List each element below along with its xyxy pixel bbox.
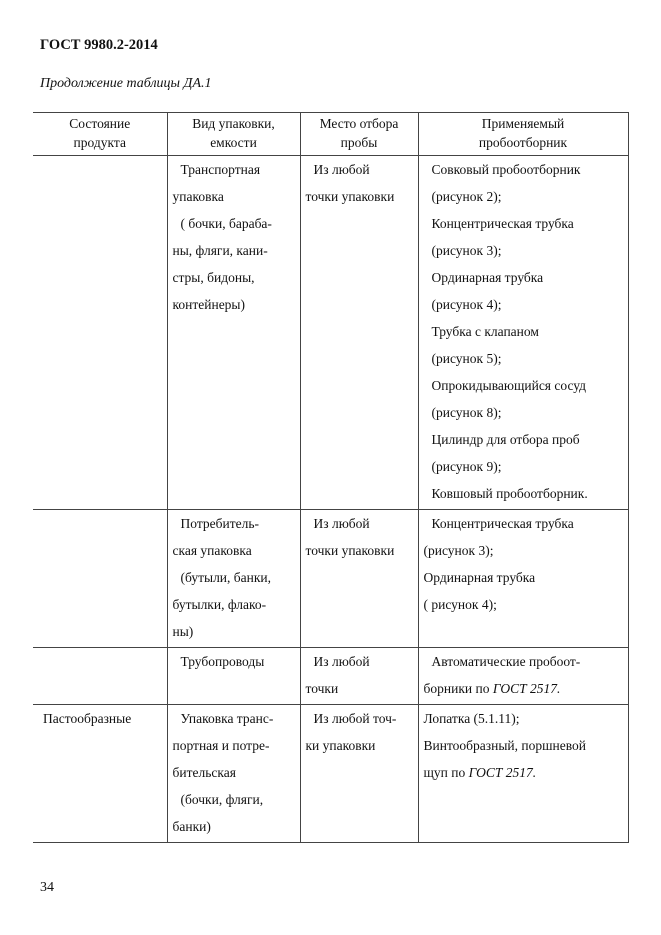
cell-package bbox=[167, 156, 300, 510]
cell-state bbox=[33, 156, 167, 510]
cell-line: ( бочки, бараба- bbox=[180, 216, 272, 231]
cell-line bbox=[424, 675, 625, 702]
cell-line: Ординарная трубка bbox=[423, 570, 536, 585]
cell-line: точки упаковки bbox=[305, 189, 395, 204]
page-number: 34 bbox=[40, 880, 54, 895]
cell-text: борники по bbox=[423, 681, 493, 696]
cell-line: Лопатка (5.1.11); bbox=[423, 711, 520, 726]
cell-line: (рисунок 5); bbox=[431, 351, 502, 366]
header-line: пробы bbox=[340, 135, 378, 150]
cell-line: ны, фляги, кани- bbox=[172, 243, 268, 258]
sampling-table bbox=[33, 112, 629, 843]
standard-designation: ГОСТ 9980.2-2014 bbox=[40, 37, 158, 53]
cell-line: Цилиндр для отбора проб bbox=[431, 432, 580, 447]
cell-line: бительская bbox=[172, 765, 236, 780]
standard-reference: ГОСТ 2517. bbox=[468, 765, 537, 780]
cell-line: Опрокидывающийся сосуд bbox=[431, 378, 587, 393]
cell-line: ки упаковки bbox=[305, 738, 376, 753]
header-line: Применяемый bbox=[481, 116, 565, 131]
cell-line: (рисунок 3); bbox=[423, 543, 494, 558]
table-header-row bbox=[33, 113, 628, 156]
header-line: продукта bbox=[73, 135, 126, 150]
cell-line: (бутыли, банки, bbox=[180, 570, 272, 585]
cell-line: (рисунок 4); bbox=[431, 297, 502, 312]
cell-state bbox=[33, 510, 167, 648]
column-header-state bbox=[33, 113, 167, 156]
column-header-place bbox=[300, 113, 418, 156]
header-line: Вид упаковки, bbox=[192, 116, 275, 131]
cell-line: Концентрическая трубка bbox=[431, 516, 574, 531]
cell-line: Из любой точ- bbox=[313, 711, 397, 726]
cell-line: Потребитель- bbox=[180, 516, 260, 531]
cell-line: ны) bbox=[172, 624, 194, 639]
cell-line: контейнеры) bbox=[172, 297, 245, 312]
cell-sampler bbox=[418, 648, 628, 705]
cell-package bbox=[167, 705, 300, 843]
cell-place bbox=[300, 648, 418, 705]
cell-line bbox=[424, 759, 625, 786]
column-header-package bbox=[167, 113, 300, 156]
cell-line: Совковый пробоотборник bbox=[431, 162, 581, 177]
cell-line: (бочки, фляги, bbox=[180, 792, 264, 807]
cell-place bbox=[300, 705, 418, 843]
cell-line: Винтообразный, поршневой bbox=[423, 738, 586, 753]
table-row bbox=[33, 705, 628, 843]
cell-package bbox=[167, 648, 300, 705]
cell-line: ( рисунок 4); bbox=[423, 597, 497, 612]
table-row bbox=[33, 156, 628, 510]
cell-line: (рисунок 2); bbox=[431, 189, 502, 204]
cell-sampler bbox=[418, 510, 628, 648]
cell-line: Из любой bbox=[313, 516, 370, 531]
header-line: Место отбора bbox=[319, 116, 399, 131]
cell-line: Транспортная bbox=[180, 162, 261, 177]
cell-line: ская упаковка bbox=[172, 543, 252, 558]
column-header-sampler bbox=[418, 113, 628, 156]
cell-line: (рисунок 9); bbox=[431, 459, 502, 474]
cell-line: точки bbox=[305, 681, 339, 696]
cell-state bbox=[33, 705, 167, 843]
cell-sampler bbox=[418, 156, 628, 510]
table-row bbox=[33, 648, 628, 705]
cell-line: Трубка с клапаном bbox=[431, 324, 539, 339]
table-row bbox=[33, 510, 628, 648]
cell-state bbox=[33, 648, 167, 705]
cell-line: Ординарная трубка bbox=[431, 270, 544, 285]
cell-line: Трубопроводы bbox=[180, 654, 265, 669]
cell-line: стры, бидоны, bbox=[172, 270, 255, 285]
table-continuation-caption: Продолжение таблицы ДА.1 bbox=[40, 76, 212, 91]
cell-text: щуп по bbox=[423, 765, 469, 780]
cell-line: Из любой bbox=[313, 162, 370, 177]
cell-line: Из любой bbox=[313, 654, 370, 669]
cell-line: точки упаковки bbox=[305, 543, 395, 558]
header-line: пробоотборник bbox=[478, 135, 568, 150]
cell-line: Пастообразные bbox=[43, 711, 132, 726]
cell-line: Ковшовый пробоотборник. bbox=[431, 486, 588, 501]
cell-place bbox=[300, 510, 418, 648]
cell-line: Упаковка транс- bbox=[180, 711, 274, 726]
cell-line: (рисунок 8); bbox=[431, 405, 502, 420]
standard-reference: ГОСТ 2517. bbox=[492, 681, 561, 696]
cell-line: (рисунок 3); bbox=[431, 243, 502, 258]
cell-line: Автоматические пробоот- bbox=[431, 654, 581, 669]
header-line: Состояние bbox=[69, 116, 131, 131]
cell-line: бутылки, флако- bbox=[172, 597, 267, 612]
cell-line: банки) bbox=[172, 819, 211, 834]
cell-sampler bbox=[418, 705, 628, 843]
cell-line: Концентрическая трубка bbox=[431, 216, 574, 231]
cell-package bbox=[167, 510, 300, 648]
cell-place bbox=[300, 156, 418, 510]
header-line: емкости bbox=[210, 135, 257, 150]
cell-line: портная и потре- bbox=[172, 738, 270, 753]
cell-line: упаковка bbox=[172, 189, 224, 204]
